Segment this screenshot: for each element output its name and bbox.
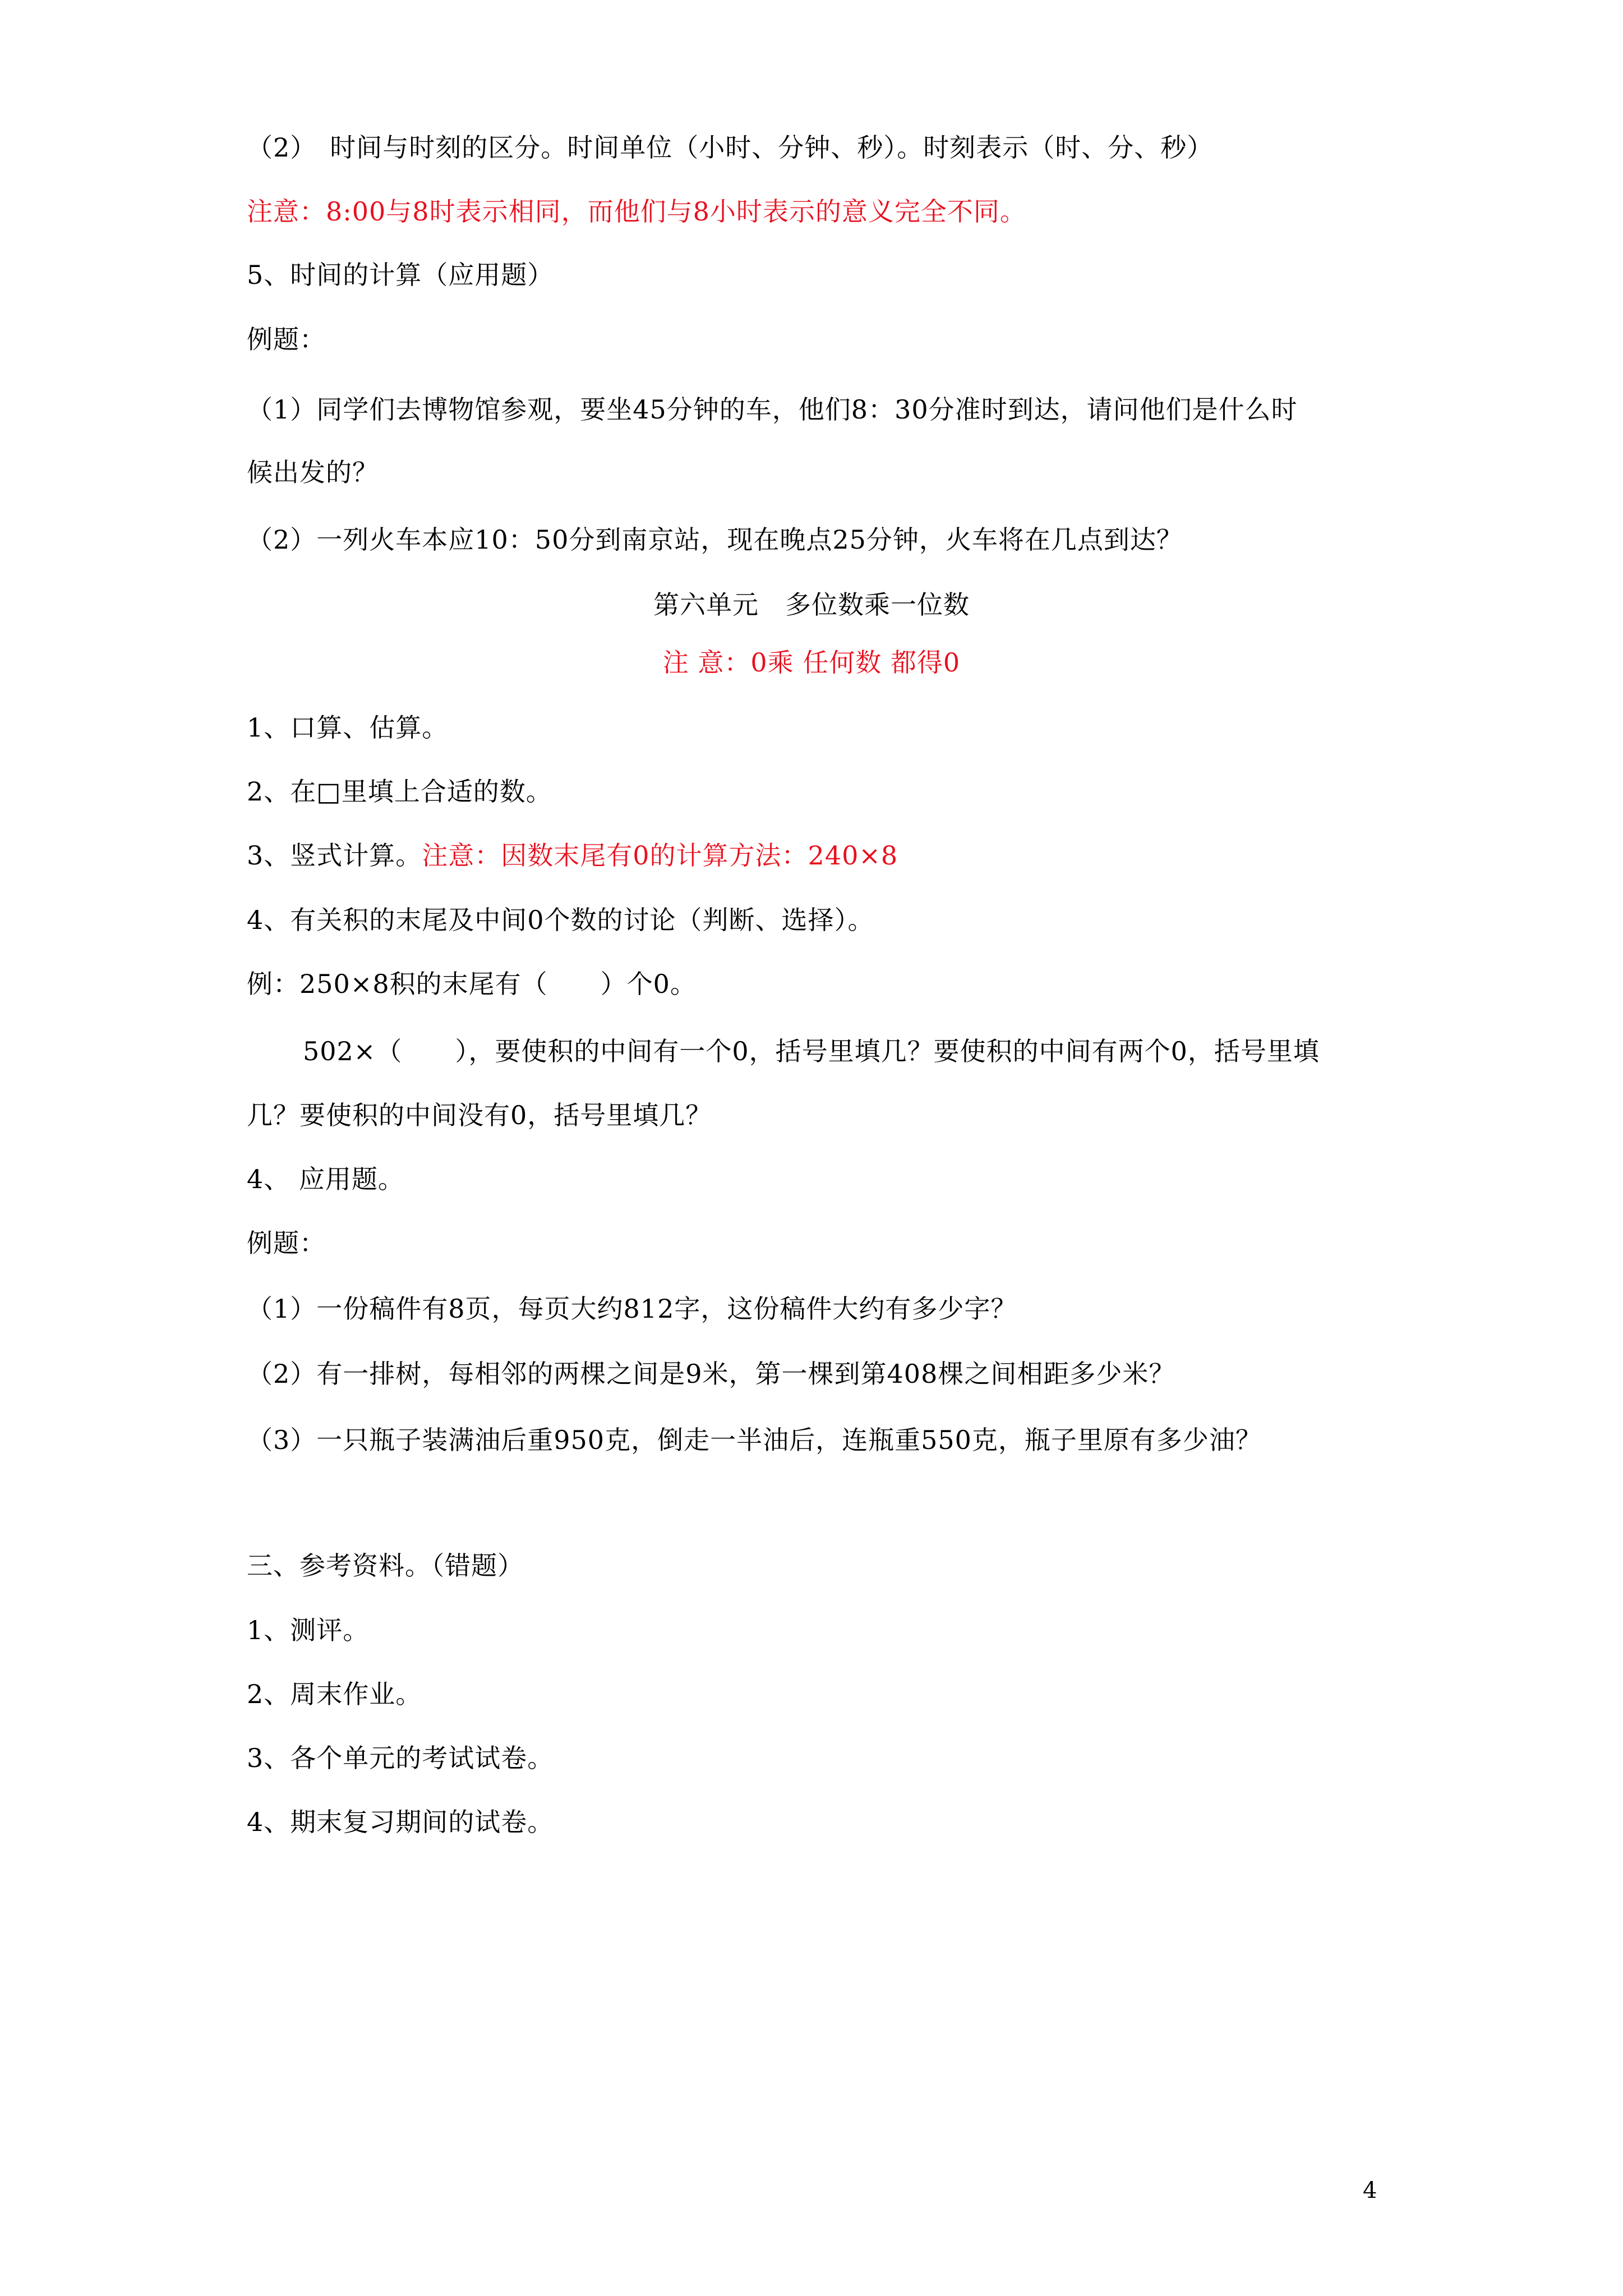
reference-item-2: 2、周末作业。: [247, 1679, 422, 1709]
reference-section-heading: 三、参考资料。（错题）: [247, 1550, 524, 1581]
vertical-calc-note: 注意：因数末尾有0的计算方法：240×8: [422, 840, 898, 871]
reference-item-1: 1、测评。: [247, 1615, 370, 1645]
reference-item-4: 4、期末复习期间的试卷。: [247, 1807, 554, 1837]
note-time-line: 注意：8:00与8时表示相同，而他们与8小时表示的意义完全不同。: [247, 196, 1026, 227]
application-example-3: （3）一只瓶子装满油后重950克，倒走一半油后，连瓶重550克，瓶子里原有多少油？: [247, 1425, 1262, 1455]
example-2-line: （2）一列火车本应10：50分到南京站，现在晚点25分钟，火车将在几点到达？: [247, 524, 1183, 555]
reference-item-3: 3、各个单元的考试试卷。: [247, 1743, 554, 1773]
application-example-2: （2）有一排树，每相邻的两棵之间是9米，第一棵到第408棵之间相距多少米？: [247, 1359, 1175, 1389]
example-label: 例题：: [247, 324, 326, 355]
zero-example-2-line-2: 几？要使积的中间没有0，括号里填几？: [247, 1100, 712, 1130]
unit-six-title: 第六单元 多位数乘一位数: [653, 590, 970, 620]
zero-example-1: 例：250×8积的末尾有（ ）个0。: [247, 969, 697, 999]
page-number: 4: [1363, 2178, 1377, 2203]
example-1-line-2: 候出发的？: [247, 457, 379, 487]
zero-example-2-line-1: 502×（ ），要使积的中间有一个0，括号里填几？要使积的中间有两个0，括号里填: [303, 1036, 1320, 1066]
application-heading: 4、 应用题。: [247, 1164, 404, 1194]
time-distinction-line: （2） 时间与时刻的区分。时间单位（小时、分钟、秒）。时刻表示（时、分、秒）: [247, 132, 1214, 163]
item-vertical-calc: [247, 839, 898, 872]
example-label-2: 例题：: [247, 1228, 326, 1258]
unit-six-note: 注 意：0乘 任何数 都得0: [662, 647, 961, 678]
time-calculation-heading: 5、时间的计算（应用题）: [247, 260, 554, 290]
example-1-line-1: （1）同学们去博物馆参观，要坐45分钟的车，他们8：30分准时到达，请问他们是什么时: [247, 394, 1298, 425]
item-fill-box: 2、在□里填上合适的数。: [247, 776, 552, 807]
item-zero-discussion: 4、有关积的末尾及中间0个数的讨论（判断、选择）。: [247, 905, 874, 935]
vertical-calc-label: 3、竖式计算。: [247, 840, 422, 871]
item-oral-estimate: 1、口算、估算。: [247, 712, 449, 743]
application-example-1: （1）一份稿件有8页，每页大约812字，这份稿件大约有多少字？: [247, 1294, 1017, 1324]
